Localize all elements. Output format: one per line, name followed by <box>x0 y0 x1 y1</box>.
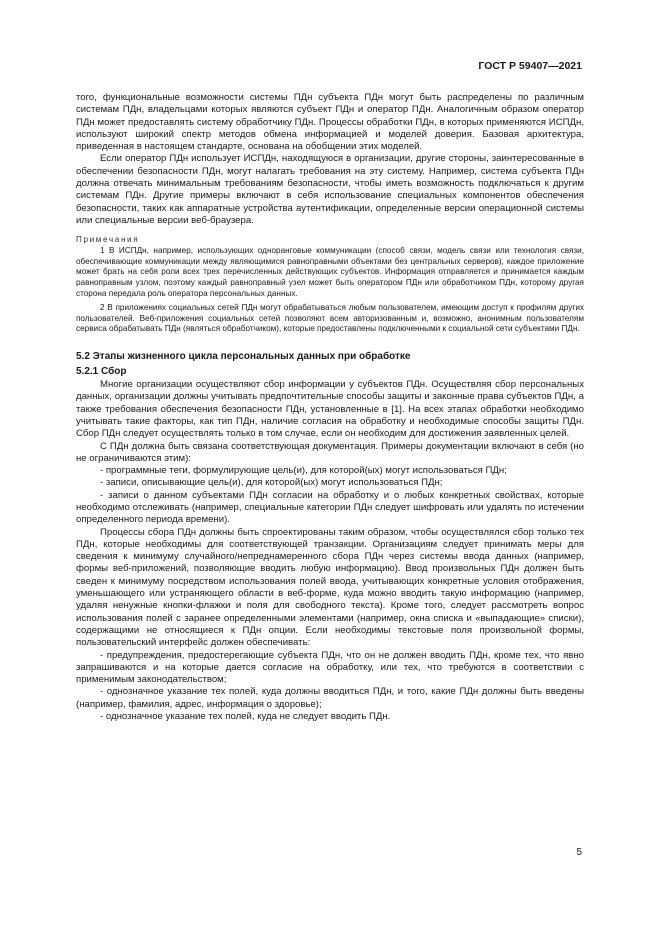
page-content <box>76 92 584 723</box>
page-number: 5 <box>576 847 582 858</box>
paragraph: С ПДн должна быть связана соответствующая документация. Примеры документации включают в себя (но не ограничиваются этим): <box>76 440 584 464</box>
paragraph: Многие организации осуществляют сбор информации у субъектов ПДн. Осуществляя сбор персональных данных, организации должны учитывать предпочтительные способы защиты и законные права субъектов ПДн, а также требования обеспечения безопасности ПДн, установленные в [1]. На всех этапах обработки необходимо учитывать такие факторы, как тип ПДн, наличие согласия на обработку и необходимые способы защиты ПДн. Сбор ПДн следует осуществлять только в том случае, если он необходим для достижения заявленных целей. <box>76 379 584 440</box>
note-2: 2 В приложениях социальных сетей ПДн могут обрабатываться любым пользователем, имеющим доступ к профилям других пользователей. Веб-приложения социальных сетей позволяют всем авторизованным и, возможно, анонимным пользователям сервиса обрабатывать ПДн (являться обработчиком), которые предоставлены подключенными к социальной сети субъектами ПДн. <box>76 303 584 334</box>
paragraph: того, функциональные возможности системы ПДн субъекта ПДн могут быть распределены по различным системам ПДн, владельцами которых являются субъект ПДн и оператор ПДн. Аналогичным образом оператор ПДн может предоставлять систему обработчику ПДн. Процессы обработки ПДн, в которых применяются ИСПДн, используют широкий спектр методов обмена информацией и моделей доверия. Базовая архитектура, приведенная в настоящем стандарте, основана на обобщении этих моделей. <box>76 92 584 153</box>
paragraph: Если оператор ПДн использует ИСПДн, находящуюся в организации, другие стороны, заинтересованные в обеспечении безопасности ПДн, могут налагать требования на эту систему. Например, система субъекта ПДн должна отвечать минимальным требованиям безопасности, чтобы иметь возможность подключаться к другим системам ПДн. Другие примеры включают в себя использование специальных компонентов обеспечения безопасности, таких как аппаратные устройства аутентификации, определенные версии операционной системы или специальные версии веб-браузера. <box>76 153 584 226</box>
list-item: - записи о данном субъектами ПДн согласии на обработку и о любых конкретных свойствах, которые необходимо отслеживать (например, специальные категории ПДн следует шифровать или удалять по истечении определенного периода времени). <box>76 489 584 526</box>
list-item: - предупреждения, предостерегающие субъекта ПДн, что он не должен вводить ПДн, кроме тех, что явно запрашиваются и на которые дается согласие на обработку, или тех, что требуются в соответствии с применимым законодательством; <box>76 649 584 686</box>
list-item: - однозначное указание тех полей, куда не следует вводить ПДн. <box>100 711 391 723</box>
document-code: ГОСТ Р 59407—2021 <box>478 60 582 72</box>
section-heading: 5.2 Этапы жизненного цикла персональных данных при обработке <box>76 351 411 363</box>
list-item: - однозначное указание тех полей, куда должны вводиться ПДн, и того, какие ПДн должны быть введены (например, фамилия, адрес, информация о здоровье); <box>76 686 584 710</box>
list-item: - записи, описывающие цель(и), для которой(ых) могут использоваться ПДн; <box>100 477 443 489</box>
list-item: - программные теги, формулирующие цель(и), для которой(ых) могут использоваться ПДн; <box>100 465 507 477</box>
note-1: 1 В ИСПДн, например, использующих одноранговые коммуникации (способ связи, модель связи или технология связи, обеспечивающие коммуникации между являющимися равноправными объектами без центральных серверов), каждое приложение может брать на себя роли всех трех перечисленных действующих субъектов. Информация отправляется и принимается каждым равноправным узлом, поэтому каждый равноправный узел может быть оператором ПДн или обработчиком ПДн, которому другая сторона передала роль оператора персональных данных. <box>76 246 584 298</box>
subsection-heading: 5.2.1 Сбор <box>76 366 127 378</box>
notes-title: Примечания <box>76 235 140 245</box>
paragraph: Процессы сбора ПДн должны быть спроектированы таким образом, чтобы осуществлялся сбор только тех ПДн, которые необходимы для соответствующей транзакции. Организациям следует принимать меры для сведения к минимуму случайного/непреднамеренного сбора ПДн через системы ввода данных (например, формы веб-приложений, позволяющие вводить любую информацию). Ввод произвольных ПДн должен быть сведен к минимуму посредством использования полей ввода, учитывающих конкретные условия отображения, уменьшающего или устраняющего области в веб-форме, куда можно вводить такую информацию (например, удаляя ненужные кнопки-флажки и поля для свободного текста). Кроме того, следует рассмотреть вопрос использования полей с заранее определенными элементами (например, окна списка и «выпадающие» списки), содержащими не относящиеся к ПДн опции. Если необходимы текстовые поля произвольной формы, пользовательский интерфейс должен обеспечивать: <box>76 526 584 649</box>
